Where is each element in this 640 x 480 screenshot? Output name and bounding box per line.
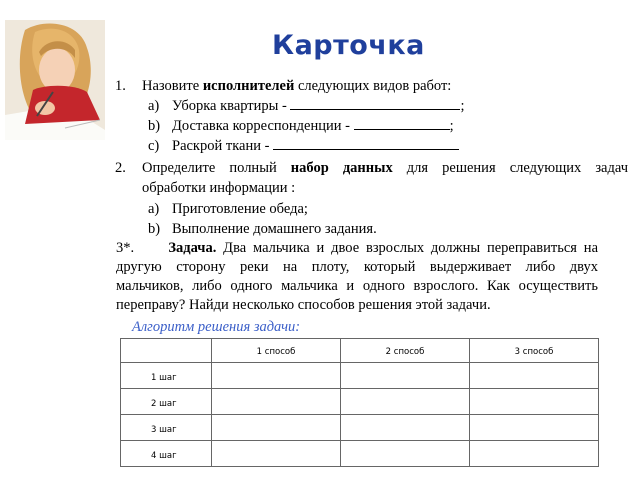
table-cell[interactable] [212, 415, 341, 441]
task-3-line-4: переправу? Найди несколько способов решения этой задачи. [116, 297, 491, 313]
task-2b-item: Выполнение домашнего задания. [172, 221, 377, 237]
task-2-number: 2. [115, 160, 126, 176]
table-cell[interactable] [470, 389, 599, 415]
table-cell[interactable] [341, 441, 470, 467]
table-cell[interactable] [341, 389, 470, 415]
row-header: 2 шаг [121, 389, 212, 415]
table-cell[interactable] [470, 415, 599, 441]
answer-blank[interactable] [273, 137, 459, 150]
table-row [121, 363, 599, 389]
table-cell[interactable] [470, 363, 599, 389]
row-header: 4 шаг [121, 441, 212, 467]
table-cell[interactable] [341, 363, 470, 389]
answer-blank[interactable] [290, 97, 460, 110]
task-3-line-1: 3*. Задача. Два мальчика и двое взрослых должны переправиться на [116, 240, 598, 256]
answer-blank[interactable] [354, 117, 450, 130]
task-2a-marker: a) [148, 201, 160, 217]
table-corner-cell [121, 339, 212, 363]
column-header: 2 способ [341, 339, 470, 363]
task-2-question: Определите полный набор данных для решения следующих задач [142, 160, 629, 176]
task-1-question: Назовите исполнителей следующих видов работ: [142, 78, 452, 94]
task-1b-item: Доставка корреспонденции - ; [172, 118, 454, 134]
row-header: 1 шаг [121, 363, 212, 389]
task-1a-marker: a) [148, 98, 160, 114]
table-row [121, 415, 599, 441]
task-3-line-3: мальчиков, либо одного мальчика и одного взрослого. Как осуществить [116, 278, 598, 294]
task-2a-item: Приготовление обеда; [172, 201, 308, 217]
task-1a-item: Уборка квартиры - ; [172, 98, 465, 114]
task-3-line-2: другую сторону реки на плоту, который выдерживает либо двух [116, 259, 598, 275]
column-header: 3 способ [470, 339, 599, 363]
table-row [121, 389, 599, 415]
task-1b-marker: b) [148, 118, 161, 134]
table-cell[interactable] [212, 441, 341, 467]
table-cell[interactable] [212, 363, 341, 389]
table-cell[interactable] [341, 415, 470, 441]
task-2b-marker: b) [148, 221, 161, 237]
task-2-question-cont: обработки информации : [142, 180, 296, 196]
table-row [121, 441, 599, 467]
page-title: Карточка [272, 30, 425, 61]
column-header: 1 способ [212, 339, 341, 363]
table-cell[interactable] [470, 441, 599, 467]
algorithm-table [120, 338, 599, 467]
task-1-number: 1. [115, 78, 126, 94]
table-cell[interactable] [212, 389, 341, 415]
task-1c-marker: c) [148, 138, 160, 154]
algorithm-label: Алгоритм решения задачи: [132, 319, 301, 335]
task-1c-item: Раскрой ткани - [172, 137, 459, 156]
row-header: 3 шаг [121, 415, 212, 441]
